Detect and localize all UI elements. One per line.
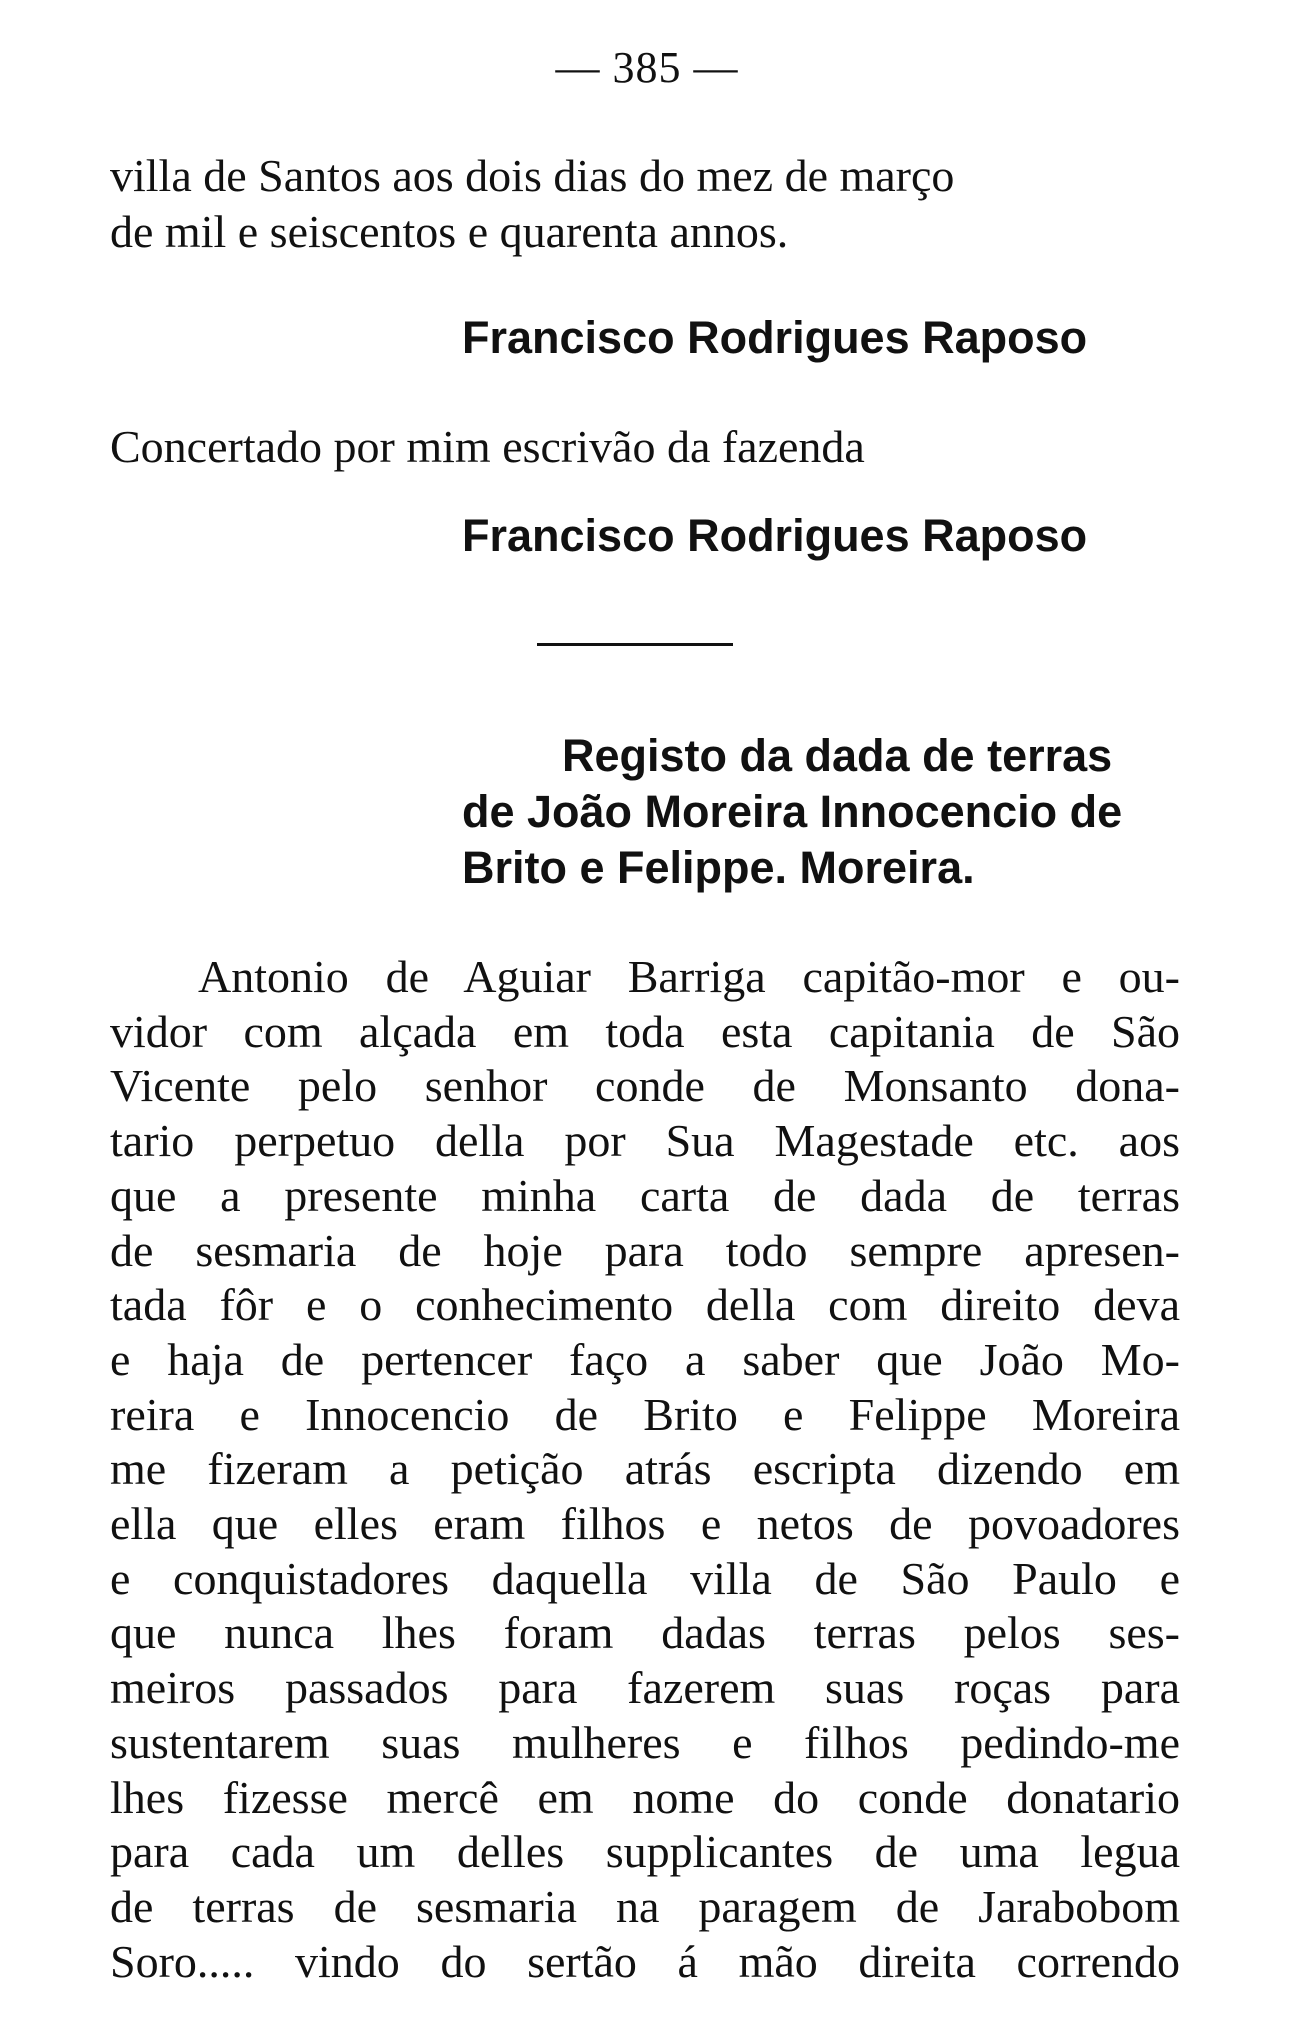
heading-line: de João Moreira Innocencio de [462, 786, 1123, 837]
body-line: e conquistadores daquella villa de São Paulo e [110, 1552, 1180, 1604]
body-line: tada fôr e o conhecimento della com direito deva [110, 1279, 1180, 1331]
section-divider [537, 643, 733, 646]
section-heading [462, 728, 1182, 896]
concertado-line: Concertado por mim escrivão da fazenda [110, 421, 865, 472]
body-line: e haja de pertencer faço a saber que João Mo- [110, 1333, 1180, 1385]
body-line: para cada um delles supplicantes de uma legua [110, 1826, 1180, 1878]
opening-paragraph [110, 148, 1180, 260]
body-line: que nunca lhes foram dadas terras pelos ses- [110, 1607, 1180, 1659]
page-number: — 385 — [555, 43, 739, 92]
text-line: villa de Santos aos dois dias do mez de março [110, 150, 955, 201]
body-line: de terras de sesmaria na paragem de Jarabobom [110, 1880, 1180, 1932]
body-line: que a presente minha carta de dada de terras [110, 1169, 1180, 1221]
body-line: reira e Innocencio de Brito e Felippe Moreira [110, 1388, 1180, 1440]
body-line: lhes fizesse mercê em nome do conde donatario [110, 1771, 1180, 1823]
body-line: meiros passados para fazerem suas roças para [110, 1662, 1180, 1714]
body-line: sustentarem suas mulheres e filhos pedindo-me [110, 1716, 1180, 1768]
body-line: ella que elles eram filhos e netos de povoadores [110, 1498, 1180, 1550]
text-line: de mil e seiscentos e quarenta annos. [110, 206, 789, 257]
body-paragraph [110, 950, 1180, 1989]
body-line: vidor com alçada em toda esta capitania de São [110, 1005, 1180, 1057]
body-line: tario perpetuo della por Sua Magestade etc. aos [110, 1115, 1180, 1167]
body-line: de sesmaria de hoje para todo sempre apresen- [110, 1224, 1180, 1276]
signature-second: Francisco Rodrigues Raposo [462, 510, 1088, 561]
body-line: Soro..... vindo do sertão á mão direita correndo [110, 1935, 1180, 1987]
body-line: Antonio de Aguiar Barriga capitão-mor e ou- [198, 951, 1180, 1002]
body-line: Vicente pelo senhor conde de Monsanto dona- [110, 1060, 1180, 1112]
heading-line: Registo da dada de terras [562, 730, 1113, 781]
heading-line: Brito e Felippe. Moreira. [462, 842, 975, 893]
signature-first: Francisco Rodrigues Raposo [462, 312, 1088, 363]
body-line: me fizeram a petição atrás escripta dizendo em [110, 1443, 1180, 1495]
